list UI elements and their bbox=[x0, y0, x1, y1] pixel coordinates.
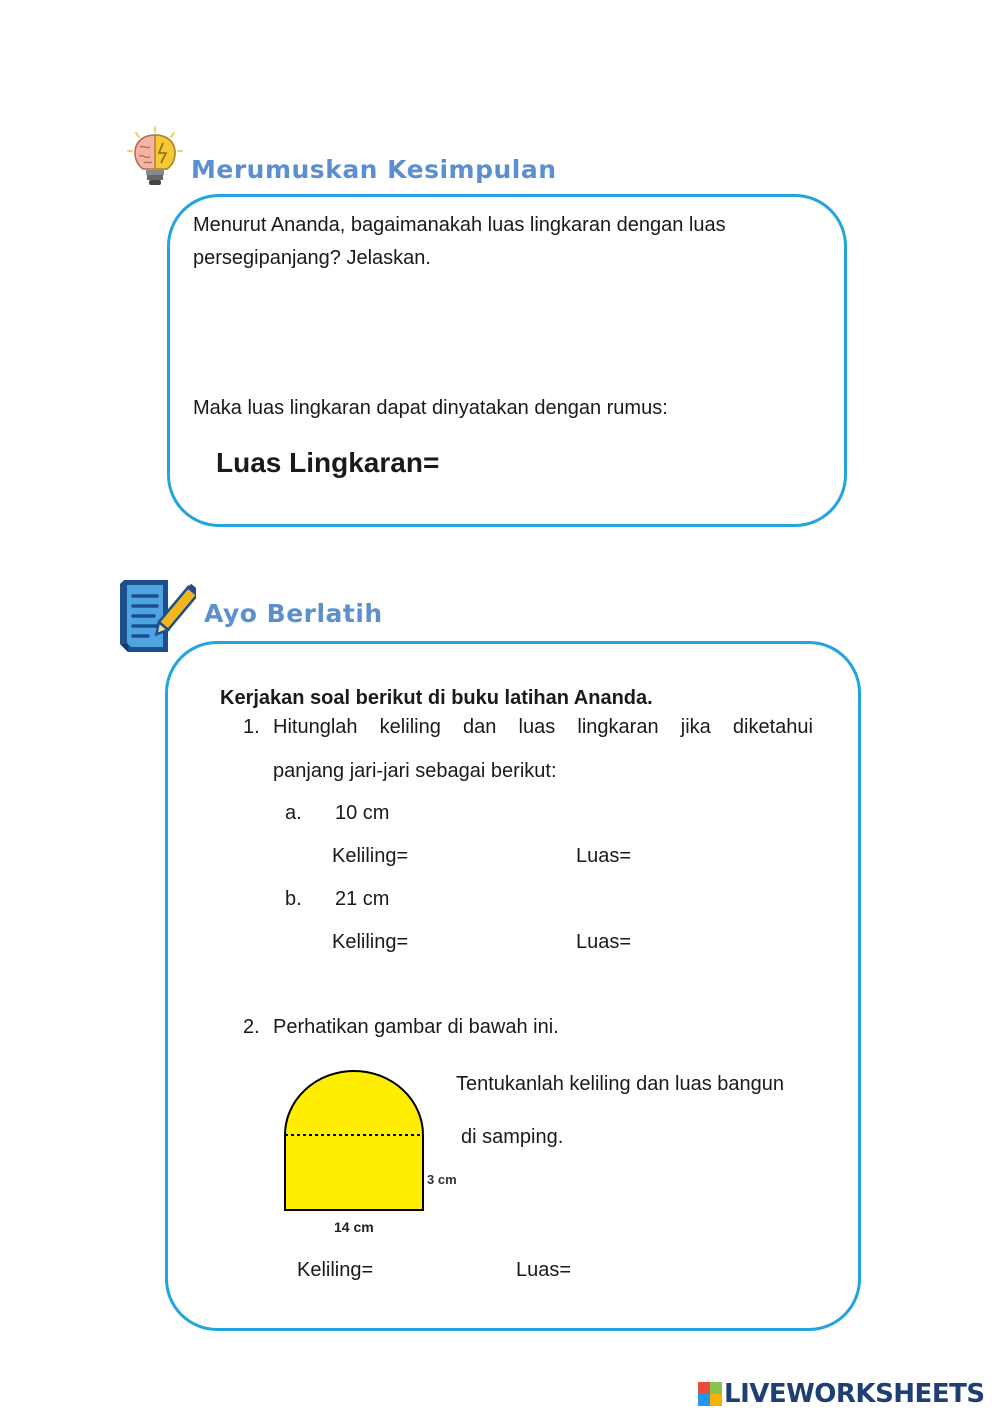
formula-answer-field[interactable] bbox=[450, 448, 810, 488]
q1a-luas: Luas= bbox=[576, 845, 632, 867]
q1a-letter: a. bbox=[285, 802, 302, 824]
section-title-berlatih: Ayo Berlatih bbox=[204, 599, 383, 628]
exercise-box bbox=[165, 641, 861, 1331]
q2-luas: Luas= bbox=[516, 1259, 572, 1281]
height-label: 3 cm bbox=[427, 1172, 457, 1187]
semicircle-rectangle-figure bbox=[270, 1060, 470, 1220]
width-label: 14 cm bbox=[334, 1219, 374, 1235]
question-line-2: persegipanjang? Jelaskan. bbox=[193, 247, 431, 269]
brand-name: LIVEWORKSHEETS bbox=[724, 1379, 985, 1409]
answer-area[interactable] bbox=[193, 285, 813, 375]
q1-line-1: Hitunglah keliling dan luas lingkaran jika diketahui bbox=[273, 716, 813, 738]
live-logo-icon bbox=[698, 1382, 722, 1406]
q2-keliling: Keliling= bbox=[297, 1259, 374, 1281]
q1b-keliling: Keliling= bbox=[332, 931, 409, 953]
q2-task-line-1: Tentukanlah keliling dan luas bangun bbox=[456, 1073, 785, 1095]
q2-task-line-2: di samping. bbox=[461, 1126, 564, 1148]
q1b-letter: b. bbox=[285, 888, 302, 910]
formula-label: Luas Lingkaran= bbox=[216, 447, 440, 478]
document-pencil-icon bbox=[118, 578, 196, 656]
liveworksheets-logo bbox=[698, 1380, 994, 1408]
q1-number: 1. bbox=[243, 716, 260, 738]
instruction-text: Kerjakan soal berikut di buku latihan Ananda. bbox=[220, 687, 653, 709]
brain-lightbulb-icon bbox=[126, 125, 184, 191]
q1b-luas: Luas= bbox=[576, 931, 632, 953]
q1b-value: 21 cm bbox=[335, 888, 390, 910]
q2-number: 2. bbox=[243, 1016, 260, 1038]
q2-text: Perhatikan gambar di bawah ini. bbox=[273, 1016, 559, 1038]
question-line-1: Menurut Ananda, bagaimanakah luas lingkaran dengan luas bbox=[193, 214, 726, 236]
formula-intro: Maka luas lingkaran dapat dinyatakan dengan rumus: bbox=[193, 397, 668, 419]
section-title-kesimpulan: Merumuskan Kesimpulan bbox=[191, 155, 557, 184]
q1-line-2: panjang jari-jari sebagai berikut: bbox=[273, 760, 557, 782]
q1a-keliling: Keliling= bbox=[332, 845, 409, 867]
q1a-value: 10 cm bbox=[335, 802, 390, 824]
